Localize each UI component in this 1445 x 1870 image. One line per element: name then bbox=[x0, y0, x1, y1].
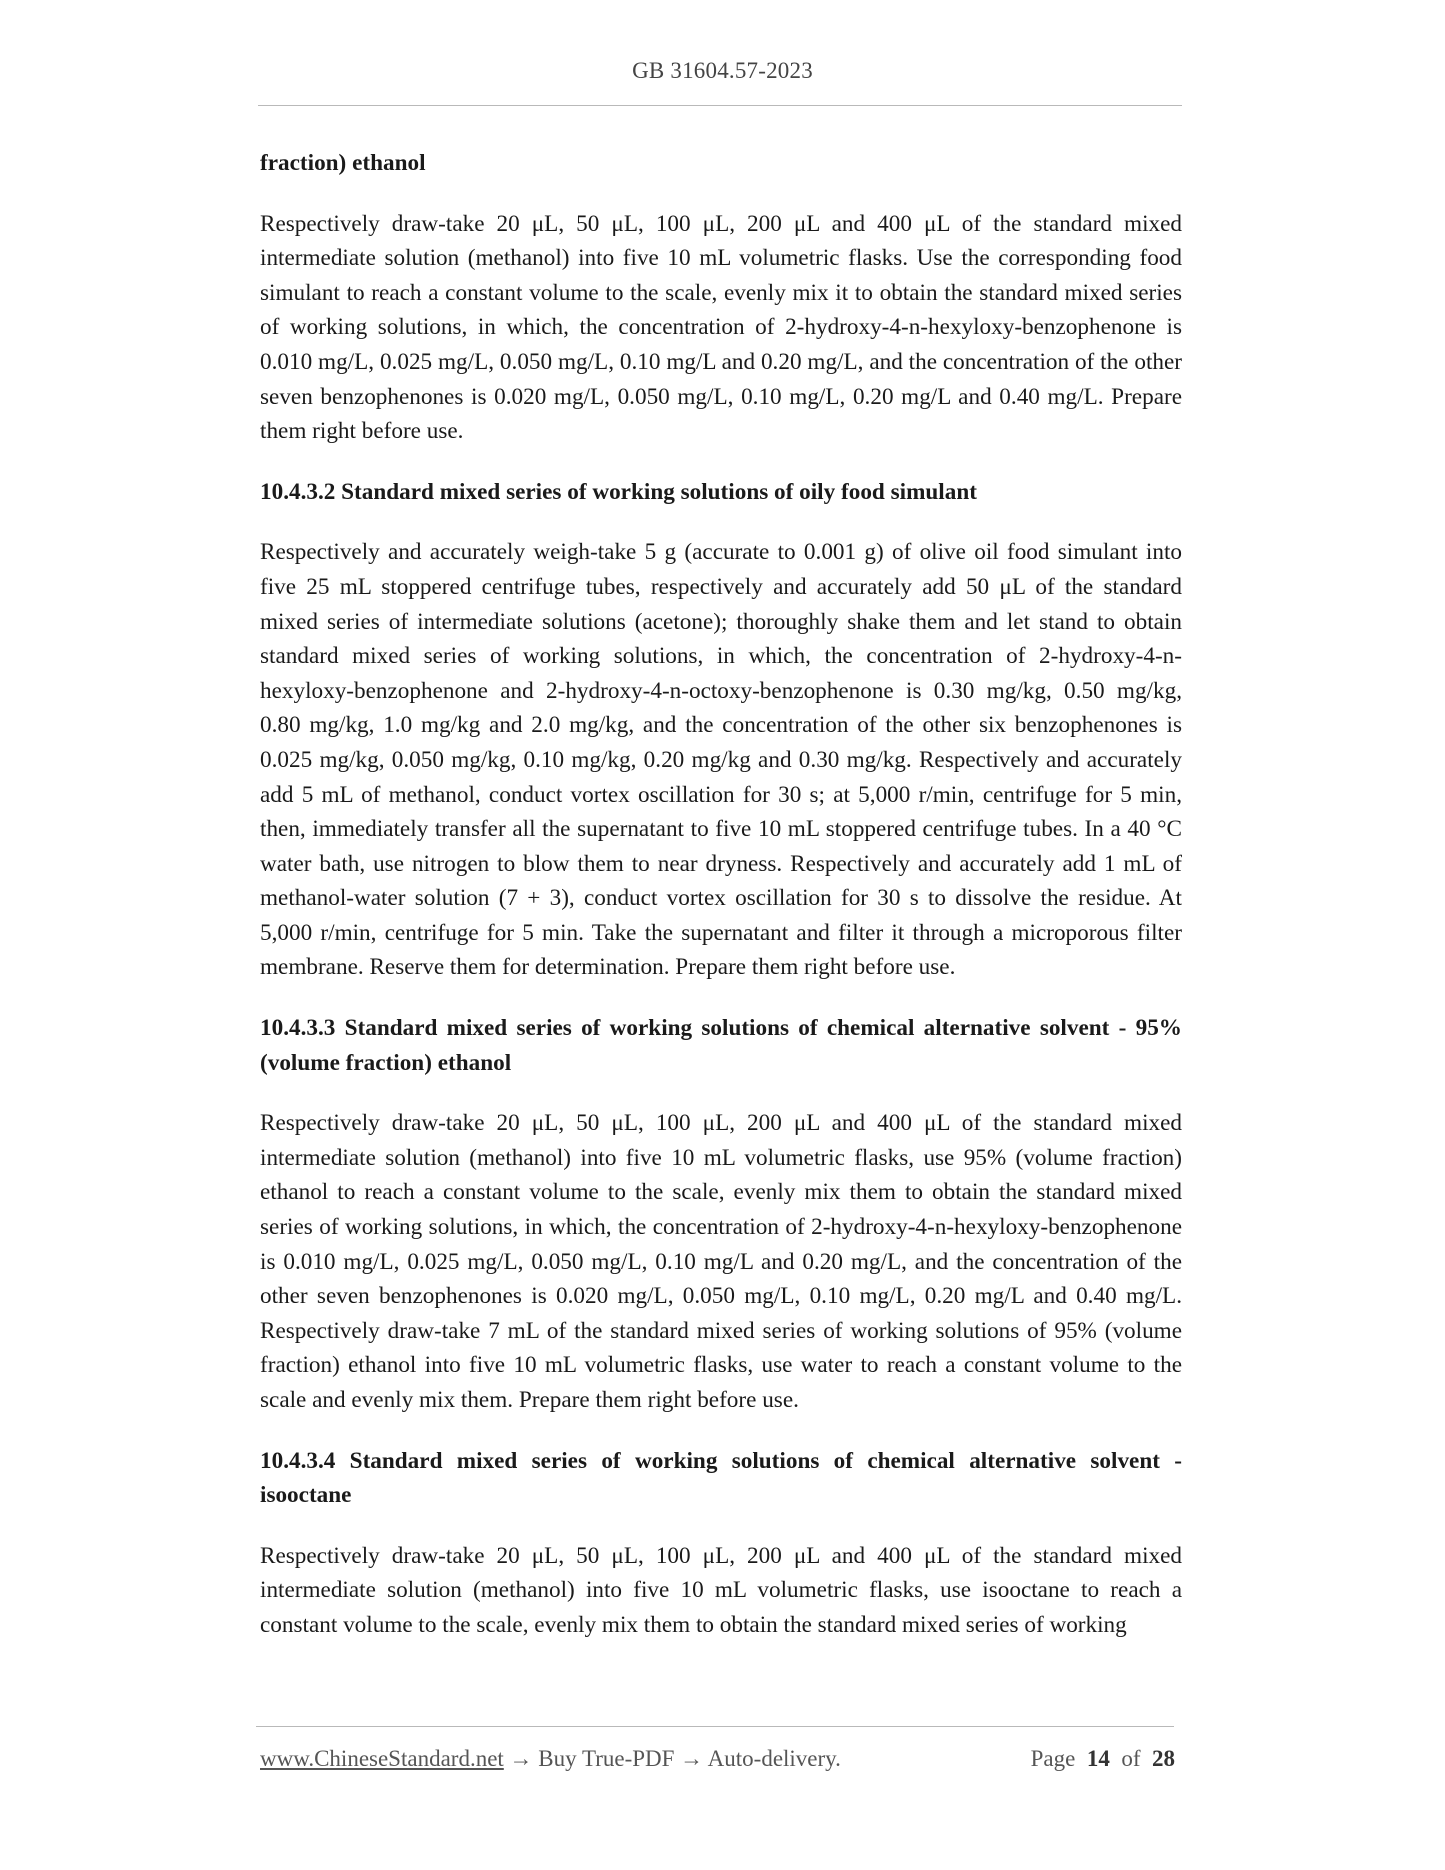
section-heading-10-4-3-4: 10.4.3.4 Standard mixed series of working solutions of chemical alternative solvent - isooctane bbox=[260, 1447, 1182, 1509]
total-pages: 28 bbox=[1152, 1746, 1175, 1771]
current-page-number: 14 bbox=[1086, 1746, 1110, 1771]
section-heading-10-4-3-3: 10.4.3.3 Standard mixed series of working solutions of chemical alternative solvent - 95% (volume fraction) ethanol bbox=[260, 1015, 1182, 1076]
section-heading-continued: fraction) ethanol bbox=[260, 150, 426, 176]
paragraph-aqueous-working-solutions: Respectively draw-take 20 μL, 50 μL, 100 μL, 200 μL and 400 μL of the standard mixed intermediate solution (methanol) into five 10 mL volumetric flasks. Use the corresponding food simulant to reach a constant volume to the scale, evenly mix it to obtain the standard mixed series of working solutions, in which, the concentration of 2-hydroxy-4-n-hexyloxy-benzophenone is 0.010 mg/L, 0.025 mg/L, 0.050 mg/L, 0.10 mg/L and 0.20 mg/L, and the concentration of the other seven benzophenones is 0.020 mg/L, 0.050 mg/L, 0.10 mg/L, 0.20 mg/L and 0.40 mg/L. Prepare them right before use. bbox=[260, 210, 1182, 445]
promo-text: → Buy True-PDF → Auto-delivery. bbox=[503, 1746, 841, 1771]
document-code-header: GB 31604.57-2023 bbox=[632, 58, 813, 83]
page-label: Page bbox=[1030, 1746, 1076, 1771]
website-link[interactable]: www.ChineseStandard.net bbox=[260, 1746, 504, 1771]
paragraph-isooctane-solvent: Respectively draw-take 20 μL, 50 μL, 100 μL, 200 μL and 400 μL of the standard mixed intermediate solution (methanol) into five 10 mL volumetric flasks, use isooctane to reach a constant volume to the scale, evenly mix them to obtain the standard mixed series of working bbox=[260, 1542, 1182, 1638]
page-counter bbox=[1031, 1746, 1175, 1772]
footer-divider bbox=[256, 1726, 1174, 1727]
document-body bbox=[260, 146, 1182, 1643]
of-label: of bbox=[1121, 1746, 1141, 1771]
header-divider bbox=[258, 105, 1182, 106]
footer-promo bbox=[260, 1746, 841, 1772]
section-heading-10-4-3-2: 10.4.3.2 Standard mixed series of working solutions of oily food simulant bbox=[260, 478, 977, 505]
paragraph-oily-food-simulant: Respectively and accurately weigh-take 5 g (accurate to 0.001 g) of olive oil food simulant into five 25 mL stoppered centrifuge tubes, respectively and accurately add 50 μL of the standard mixed series of intermediate solutions (acetone); thoroughly shake them and let stand to obtain standard mixed series of working solutions, in which, the concentration of 2-hydroxy-4-n-hexyloxy-benzophenone and 2-hydroxy-4-n-octoxy-benzophenone is 0.30 mg/kg, 0.50 mg/kg, 0.80 mg/kg, 1.0 mg/kg and 2.0 mg/kg, and the concentration of the other six benzophenones is 0.025 mg/kg, 0.050 mg/kg, 0.10 mg/kg, 0.20 mg/kg and 0.30 mg/kg. Respectively and accurately add 5 mL of methanol, conduct vortex oscillation for 30 s; at 5,000 r/min, centrifuge for 5 min, then, immediately transfer all the supernatant to five 10 mL stoppered centrifuge tubes. In a 40 °C water bath, use nitrogen to blow them to near dryness. Respectively and accurately add 1 mL of methanol-water solution (7 + 3), conduct vortex oscillation for 30 s to dissolve the residue. At 5,000 r/min, centrifuge for 5 min. Take the supernatant and filter it through a microporous filter membrane. Reserve them for determination. Prepare them right before use. bbox=[260, 539, 1182, 981]
paragraph-ethanol-solvent: Respectively draw-take 20 μL, 50 μL, 100 μL, 200 μL and 400 μL of the standard mixed intermediate solution (methanol) into five 10 mL volumetric flasks, use 95% (volume fraction) ethanol to reach a constant volume to the scale, evenly mix them to obtain the standard mixed series of working solutions, in which, the concentration of 2-hydroxy-4-n-hexyloxy-benzophenone is 0.010 mg/L, 0.025 mg/L, 0.050 mg/L, 0.10 mg/L and 0.20 mg/L, and the concentration of the other seven benzophenones is 0.020 mg/L, 0.050 mg/L, 0.10 mg/L, 0.20 mg/L and 0.40 mg/L. Respectively draw-take 7 mL of the standard mixed series of working solutions of 95% (volume fraction) ethanol into five 10 mL volumetric flasks, use water to reach a constant volume to the scale and evenly mix them. Prepare them right before use. bbox=[260, 1110, 1182, 1413]
